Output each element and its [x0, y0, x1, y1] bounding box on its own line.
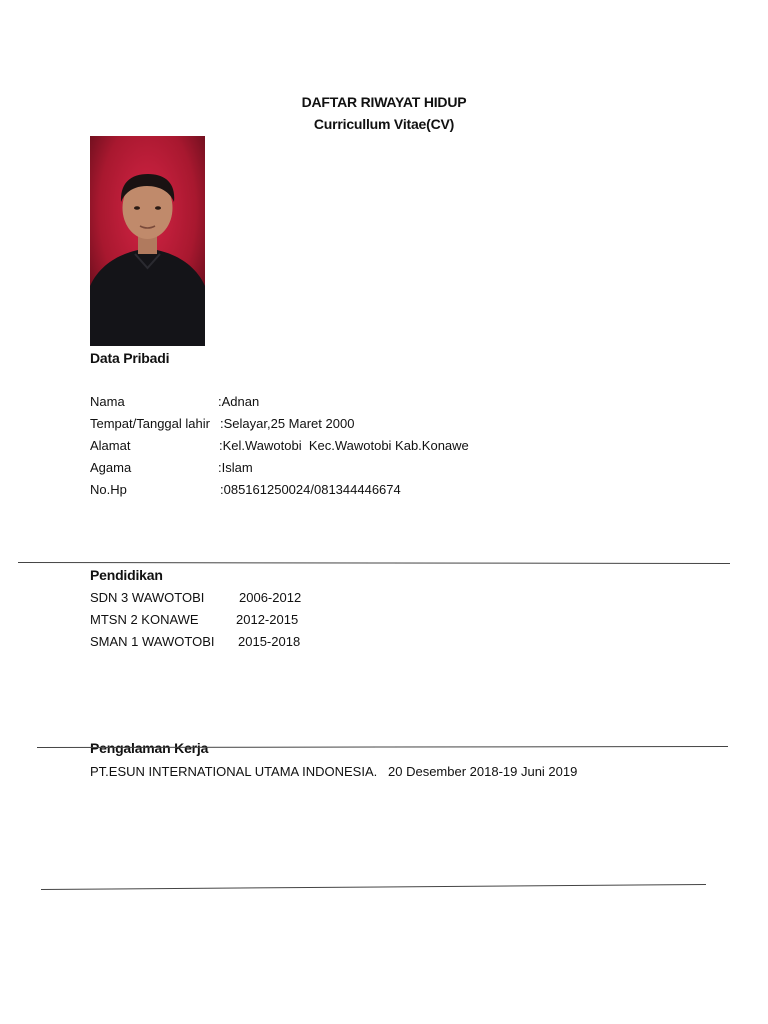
- education-heading: Pendidikan: [90, 567, 163, 583]
- profile-photo: [90, 136, 205, 346]
- education-school: SDN 3 WAWOTOBI: [90, 590, 205, 605]
- person-silhouette-icon: [90, 136, 205, 346]
- education-years: 2006-2012: [239, 590, 302, 605]
- personal-value-phone: :085161250024/081344446674: [220, 482, 401, 497]
- personal-data-heading: Data Pribadi: [90, 350, 170, 366]
- experience-period: 20 Desember 2018-19 Juni 2019: [388, 764, 578, 779]
- document-title: DAFTAR RIWAYAT HIDUP: [301, 94, 467, 110]
- personal-value-name: :Adnan: [218, 394, 260, 409]
- personal-label-birth: Tempat/Tanggal lahir: [90, 416, 210, 431]
- divider-line: [41, 884, 706, 890]
- document-subtitle: Curricullum Vitae(CV): [313, 116, 455, 132]
- education-school: MTSN 2 KONAWE: [90, 612, 199, 627]
- personal-value-religion: :Islam: [218, 460, 253, 475]
- education-years: 2015-2018: [238, 634, 301, 649]
- personal-label-phone: No.Hp: [90, 482, 127, 497]
- experience-heading: Pengalaman Kerja: [90, 740, 209, 756]
- experience-company: PT.ESUN INTERNATIONAL UTAMA INDONESIA.: [90, 764, 378, 779]
- education-years: 2012-2015: [236, 612, 299, 627]
- personal-label-address: Alamat: [90, 438, 131, 453]
- personal-value-address: :Kel.Wawotobi Kec.Wawotobi Kab.Konawe: [219, 438, 469, 453]
- personal-label-name: Nama: [90, 394, 125, 409]
- personal-label-religion: Agama: [90, 460, 132, 475]
- education-school: SMAN 1 WAWOTOBI: [90, 634, 215, 649]
- divider-line: [18, 562, 730, 564]
- divider-line: [37, 746, 728, 748]
- personal-value-birth: :Selayar,25 Maret 2000: [220, 416, 355, 431]
